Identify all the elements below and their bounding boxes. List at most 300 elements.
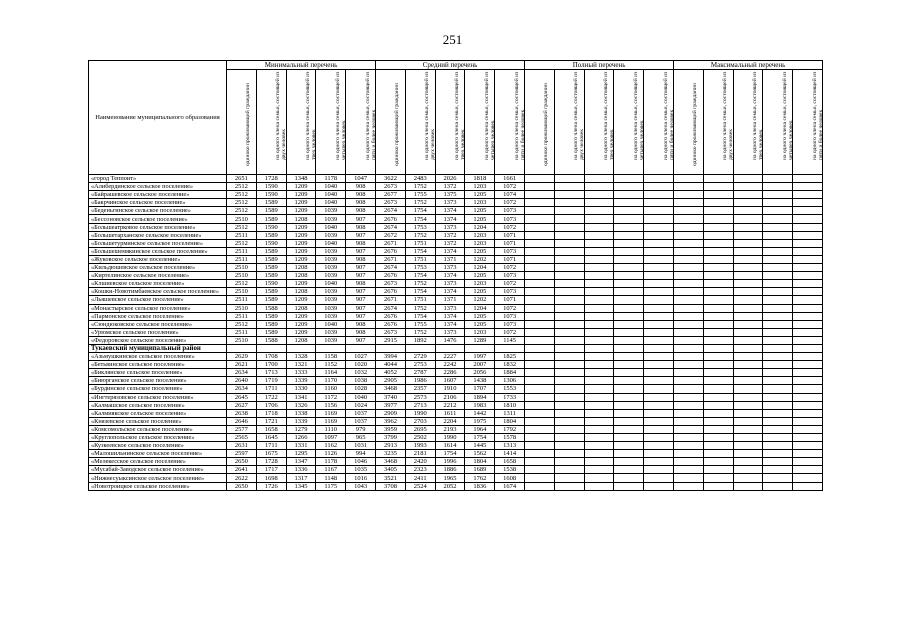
value-cell bbox=[674, 239, 704, 247]
value-cell: 1279 bbox=[286, 425, 316, 433]
value-cell: 1037 bbox=[346, 409, 376, 417]
value-cell bbox=[584, 183, 614, 191]
table-row bbox=[89, 369, 823, 377]
value-cell bbox=[614, 474, 644, 482]
municipality-name: «Биюрганское сельское поселение» bbox=[89, 377, 227, 385]
value-cell bbox=[793, 409, 823, 417]
value-cell bbox=[793, 312, 823, 320]
value-cell bbox=[763, 239, 793, 247]
value-cell: 1209 bbox=[286, 231, 316, 239]
value-cell bbox=[644, 417, 674, 425]
value-cell bbox=[525, 312, 555, 320]
value-cell: 1825 bbox=[495, 353, 525, 361]
value-cell bbox=[763, 385, 793, 393]
value-cell: 2677 bbox=[376, 191, 406, 199]
value-cell: 1414 bbox=[495, 450, 525, 458]
value-cell: 1326 bbox=[286, 401, 316, 409]
value-cell bbox=[614, 353, 644, 361]
value-cell bbox=[644, 255, 674, 263]
value-cell: 1330 bbox=[286, 385, 316, 393]
value-cell bbox=[674, 288, 704, 296]
value-cell: 2634 bbox=[227, 369, 257, 377]
value-cell bbox=[614, 401, 644, 409]
value-cell bbox=[763, 288, 793, 296]
value-cell bbox=[554, 401, 584, 409]
value-cell: 1028 bbox=[346, 385, 376, 393]
value-cell bbox=[674, 223, 704, 231]
value-cell: 1588 bbox=[256, 304, 286, 312]
value-cell: 2510 bbox=[227, 288, 257, 296]
value-cell bbox=[763, 255, 793, 263]
value-cell: 1204 bbox=[465, 304, 495, 312]
value-cell bbox=[614, 409, 644, 417]
subcolumn-header bbox=[703, 70, 733, 175]
value-cell bbox=[554, 272, 584, 280]
value-cell bbox=[525, 442, 555, 450]
table-row bbox=[89, 288, 823, 296]
value-cell: 1039 bbox=[316, 215, 346, 223]
value-cell: 1589 bbox=[256, 272, 286, 280]
value-cell bbox=[644, 458, 674, 466]
value-cell bbox=[793, 417, 823, 425]
value-cell: 1038 bbox=[346, 377, 376, 385]
value-cell: 1209 bbox=[286, 328, 316, 336]
value-cell bbox=[674, 385, 704, 393]
value-cell bbox=[554, 175, 584, 183]
value-cell: 1754 bbox=[405, 247, 435, 255]
value-cell: 2672 bbox=[376, 231, 406, 239]
subcolumn-label: на одного члена семьи, состоящей из четырех человек bbox=[483, 71, 496, 160]
value-cell: 1209 bbox=[286, 247, 316, 255]
value-cell bbox=[525, 207, 555, 215]
value-cell: 1614 bbox=[435, 442, 465, 450]
value-cell: 1039 bbox=[316, 336, 346, 344]
table-row bbox=[89, 466, 823, 474]
value-cell: 2676 bbox=[376, 312, 406, 320]
value-cell: 1073 bbox=[495, 247, 525, 255]
value-cell bbox=[584, 401, 614, 409]
value-cell: 1589 bbox=[256, 328, 286, 336]
value-cell: 2729 bbox=[405, 353, 435, 361]
value-cell: 2915 bbox=[376, 336, 406, 344]
value-cell: 1589 bbox=[256, 288, 286, 296]
value-cell: 1442 bbox=[465, 409, 495, 417]
value-cell bbox=[584, 442, 614, 450]
value-cell: 1208 bbox=[286, 288, 316, 296]
value-cell bbox=[554, 304, 584, 312]
value-cell: 2411 bbox=[405, 474, 435, 482]
value-cell: 2510 bbox=[227, 272, 257, 280]
table-row bbox=[89, 482, 823, 490]
value-cell: 2204 bbox=[435, 417, 465, 425]
value-cell bbox=[674, 466, 704, 474]
municipality-name: «Большеатрковое сельское поселение» bbox=[89, 223, 227, 231]
subcolumn-header bbox=[346, 70, 376, 175]
value-cell: 1072 bbox=[495, 223, 525, 231]
value-cell: 1040 bbox=[316, 239, 346, 247]
value-cell: 2512 bbox=[227, 199, 257, 207]
value-cell: 1713 bbox=[256, 369, 286, 377]
value-cell bbox=[644, 223, 674, 231]
value-cell bbox=[614, 239, 644, 247]
value-cell bbox=[525, 336, 555, 344]
value-cell bbox=[793, 434, 823, 442]
value-cell: 907 bbox=[346, 296, 376, 304]
value-cell bbox=[584, 377, 614, 385]
name-column-header: Наименование муниципального образования bbox=[89, 61, 227, 175]
table-row bbox=[89, 425, 823, 433]
value-cell: 1073 bbox=[495, 320, 525, 328]
value-cell bbox=[525, 353, 555, 361]
value-cell bbox=[733, 409, 763, 417]
value-cell bbox=[674, 401, 704, 409]
value-cell: 2357 bbox=[405, 385, 435, 393]
value-cell bbox=[674, 272, 704, 280]
value-cell bbox=[733, 458, 763, 466]
value-cell bbox=[763, 344, 793, 352]
value-cell: 1804 bbox=[465, 458, 495, 466]
value-cell bbox=[763, 264, 793, 272]
table-row bbox=[89, 401, 823, 409]
value-cell bbox=[674, 458, 704, 466]
value-cell bbox=[644, 442, 674, 450]
municipality-name: «Байрашевское сельское поселение» bbox=[89, 191, 227, 199]
value-cell bbox=[525, 255, 555, 263]
value-cell: 1071 bbox=[495, 231, 525, 239]
value-cell: 1047 bbox=[346, 175, 376, 183]
value-cell: 1039 bbox=[316, 328, 346, 336]
value-cell bbox=[793, 401, 823, 409]
value-cell: 1209 bbox=[286, 191, 316, 199]
subcolumn-header bbox=[256, 70, 286, 175]
value-cell: 2512 bbox=[227, 207, 257, 215]
value-cell: 1719 bbox=[256, 377, 286, 385]
value-cell: 3959 bbox=[376, 425, 406, 433]
value-cell: 1027 bbox=[346, 353, 376, 361]
value-cell: 1040 bbox=[316, 320, 346, 328]
value-cell bbox=[614, 458, 644, 466]
municipality-name: «Киртелинское сельское поселение» bbox=[89, 272, 227, 280]
value-cell: 1894 bbox=[465, 393, 495, 401]
value-cell bbox=[674, 434, 704, 442]
value-cell bbox=[674, 353, 704, 361]
value-cell: 1071 bbox=[495, 296, 525, 304]
value-cell: 1043 bbox=[346, 482, 376, 490]
municipality-name: «Бессоновское сельское поселение» bbox=[89, 215, 227, 223]
value-cell: 2638 bbox=[227, 409, 257, 417]
value-cell bbox=[703, 312, 733, 320]
value-cell: 2502 bbox=[405, 434, 435, 442]
value-cell bbox=[763, 247, 793, 255]
subcolumn-header bbox=[465, 70, 495, 175]
subcolumn-header bbox=[405, 70, 435, 175]
value-cell bbox=[763, 312, 793, 320]
value-cell bbox=[584, 223, 614, 231]
value-cell bbox=[763, 231, 793, 239]
value-cell: 1990 bbox=[435, 434, 465, 442]
value-cell: 908 bbox=[346, 239, 376, 247]
value-cell: 1040 bbox=[316, 280, 346, 288]
value-cell bbox=[584, 288, 614, 296]
value-cell bbox=[614, 175, 644, 183]
value-cell bbox=[703, 474, 733, 482]
subcolumn-label: на одного члена семьи, состоящей из четырех человек bbox=[334, 71, 347, 160]
value-cell bbox=[584, 264, 614, 272]
value-cell bbox=[793, 320, 823, 328]
value-cell: 1711 bbox=[256, 385, 286, 393]
value-cell bbox=[644, 401, 674, 409]
value-cell bbox=[703, 450, 733, 458]
value-cell bbox=[644, 450, 674, 458]
value-cell bbox=[525, 401, 555, 409]
municipality-name: «Комсомольское сельское поселение» bbox=[89, 425, 227, 433]
value-cell bbox=[525, 344, 555, 352]
value-cell bbox=[793, 344, 823, 352]
value-cell: 907 bbox=[346, 288, 376, 296]
value-cell bbox=[525, 434, 555, 442]
subcolumn-label: на одного члена семьи, состоящей из двух человек bbox=[424, 71, 437, 160]
value-cell bbox=[763, 425, 793, 433]
value-cell bbox=[554, 434, 584, 442]
value-cell: 2676 bbox=[376, 215, 406, 223]
value-cell: 1311 bbox=[495, 409, 525, 417]
value-cell bbox=[793, 247, 823, 255]
value-cell: 1164 bbox=[316, 369, 346, 377]
value-cell: 1145 bbox=[495, 336, 525, 344]
value-cell: 1711 bbox=[256, 442, 286, 450]
value-cell: 1990 bbox=[405, 409, 435, 417]
value-cell: 3622 bbox=[376, 175, 406, 183]
value-cell: 2511 bbox=[227, 231, 257, 239]
value-cell bbox=[614, 377, 644, 385]
value-cell: 2511 bbox=[227, 312, 257, 320]
value-cell: 1046 bbox=[346, 458, 376, 466]
value-cell: 2621 bbox=[227, 361, 257, 369]
value-cell: 1072 bbox=[495, 328, 525, 336]
value-cell bbox=[703, 255, 733, 263]
value-cell: 1313 bbox=[495, 442, 525, 450]
group-header-max: Максимальный перечень bbox=[674, 61, 823, 70]
value-cell: 2676 bbox=[376, 320, 406, 328]
value-cell: 1661 bbox=[495, 175, 525, 183]
value-cell: 2713 bbox=[405, 401, 435, 409]
value-cell bbox=[703, 328, 733, 336]
value-cell: 1205 bbox=[465, 247, 495, 255]
value-cell bbox=[495, 344, 525, 352]
value-cell bbox=[733, 377, 763, 385]
value-cell bbox=[614, 223, 644, 231]
value-cell bbox=[703, 377, 733, 385]
value-cell bbox=[733, 361, 763, 369]
value-cell bbox=[733, 191, 763, 199]
value-cell bbox=[733, 255, 763, 263]
value-cell bbox=[674, 344, 704, 352]
value-cell: 1016 bbox=[346, 474, 376, 482]
value-cell: 1203 bbox=[465, 183, 495, 191]
value-cell: 1374 bbox=[435, 288, 465, 296]
value-cell: 1306 bbox=[495, 377, 525, 385]
value-cell bbox=[763, 393, 793, 401]
value-cell: 2565 bbox=[227, 434, 257, 442]
value-cell: 1910 bbox=[435, 385, 465, 393]
value-cell bbox=[793, 361, 823, 369]
municipality-name: «Монастырское сельское поселение» bbox=[89, 304, 227, 312]
value-cell bbox=[644, 231, 674, 239]
subcolumn-label: на одного члена семьи, состоящей из пяти и более человек bbox=[811, 71, 824, 160]
value-cell bbox=[703, 458, 733, 466]
value-cell: 2673 bbox=[376, 328, 406, 336]
value-cell bbox=[733, 223, 763, 231]
value-cell bbox=[525, 482, 555, 490]
table-row bbox=[89, 312, 823, 320]
value-cell bbox=[674, 247, 704, 255]
value-cell: 1040 bbox=[316, 223, 346, 231]
value-cell bbox=[703, 466, 733, 474]
value-cell bbox=[614, 369, 644, 377]
value-cell bbox=[584, 175, 614, 183]
value-cell bbox=[584, 466, 614, 474]
value-cell: 2512 bbox=[227, 223, 257, 231]
value-cell: 1589 bbox=[256, 199, 286, 207]
value-cell: 2671 bbox=[376, 296, 406, 304]
table-row bbox=[89, 304, 823, 312]
value-cell: 2106 bbox=[435, 393, 465, 401]
value-cell: 1886 bbox=[435, 466, 465, 474]
value-cell: 1152 bbox=[316, 361, 346, 369]
subcolumn-label: на одного члена семьи, состоящей из пяти и более человек bbox=[662, 71, 675, 160]
subcolumn-label: одиноко проживающий гражданин bbox=[394, 83, 401, 166]
value-cell bbox=[674, 312, 704, 320]
value-cell: 1175 bbox=[316, 482, 346, 490]
value-cell bbox=[525, 215, 555, 223]
value-cell: 1178 bbox=[316, 458, 346, 466]
value-cell bbox=[793, 369, 823, 377]
table-row bbox=[89, 458, 823, 466]
municipality-name: «Азьмушкинское сельское поселение» bbox=[89, 353, 227, 361]
value-cell bbox=[584, 434, 614, 442]
value-cell: 1373 bbox=[435, 328, 465, 336]
value-cell bbox=[733, 304, 763, 312]
value-cell: 1204 bbox=[465, 264, 495, 272]
value-cell bbox=[644, 247, 674, 255]
value-cell bbox=[674, 320, 704, 328]
value-cell: 2676 bbox=[376, 247, 406, 255]
value-cell: 908 bbox=[346, 199, 376, 207]
value-cell bbox=[554, 255, 584, 263]
municipality-name: «Кузкеевское сельское поселение» bbox=[89, 442, 227, 450]
value-cell bbox=[554, 450, 584, 458]
municipality-name: «Алибердинское сельское поселение» bbox=[89, 183, 227, 191]
value-cell bbox=[614, 336, 644, 344]
value-cell bbox=[674, 199, 704, 207]
value-cell bbox=[703, 247, 733, 255]
value-cell: 1126 bbox=[316, 450, 346, 458]
value-cell: 2511 bbox=[227, 328, 257, 336]
value-cell: 1611 bbox=[435, 409, 465, 417]
value-cell: 1205 bbox=[465, 320, 495, 328]
value-cell: 1996 bbox=[435, 458, 465, 466]
value-cell: 2641 bbox=[227, 466, 257, 474]
value-cell bbox=[703, 369, 733, 377]
table-row bbox=[89, 361, 823, 369]
value-cell bbox=[554, 296, 584, 304]
subcolumn-label: одиноко проживающий гражданин bbox=[543, 83, 550, 166]
value-cell: 1039 bbox=[316, 296, 346, 304]
value-cell bbox=[733, 344, 763, 352]
value-cell bbox=[674, 377, 704, 385]
value-cell: 1752 bbox=[405, 231, 435, 239]
value-cell: 1375 bbox=[435, 191, 465, 199]
value-cell: 2676 bbox=[376, 272, 406, 280]
value-cell: 1205 bbox=[465, 288, 495, 296]
value-cell bbox=[703, 207, 733, 215]
value-cell: 4052 bbox=[376, 369, 406, 377]
table-row bbox=[89, 377, 823, 385]
value-cell bbox=[584, 336, 614, 344]
table-row bbox=[89, 280, 823, 288]
value-cell bbox=[644, 377, 674, 385]
value-cell bbox=[674, 296, 704, 304]
value-cell: 979 bbox=[346, 425, 376, 433]
value-cell: 2242 bbox=[435, 361, 465, 369]
value-cell: 2674 bbox=[376, 207, 406, 215]
value-cell: 1445 bbox=[465, 442, 495, 450]
value-cell bbox=[793, 458, 823, 466]
table-row bbox=[89, 191, 823, 199]
value-cell: 2026 bbox=[435, 175, 465, 183]
value-cell bbox=[644, 183, 674, 191]
municipality-name: «Калмашское сельское поселение» bbox=[89, 401, 227, 409]
value-cell bbox=[614, 393, 644, 401]
value-cell bbox=[733, 215, 763, 223]
value-cell bbox=[614, 320, 644, 328]
value-cell bbox=[793, 385, 823, 393]
value-cell: 1073 bbox=[495, 312, 525, 320]
value-cell: 1071 bbox=[495, 239, 525, 247]
value-cell: 1169 bbox=[316, 409, 346, 417]
value-cell bbox=[525, 450, 555, 458]
value-cell bbox=[525, 409, 555, 417]
value-cell bbox=[733, 231, 763, 239]
value-cell: 2573 bbox=[405, 393, 435, 401]
value-cell bbox=[674, 409, 704, 417]
value-cell bbox=[703, 199, 733, 207]
value-cell bbox=[644, 393, 674, 401]
value-cell: 1553 bbox=[495, 385, 525, 393]
value-cell bbox=[584, 239, 614, 247]
value-cell: 1588 bbox=[256, 336, 286, 344]
value-cell bbox=[763, 296, 793, 304]
table-row bbox=[89, 328, 823, 336]
subcolumn-label: на одного члена семьи, состоящей из трех человек bbox=[752, 71, 765, 160]
subcolumn-header bbox=[435, 70, 465, 175]
value-cell bbox=[674, 361, 704, 369]
value-cell bbox=[644, 239, 674, 247]
value-cell: 2483 bbox=[405, 175, 435, 183]
value-cell bbox=[584, 353, 614, 361]
value-cell bbox=[674, 417, 704, 425]
value-cell: 1209 bbox=[286, 239, 316, 247]
value-cell bbox=[614, 215, 644, 223]
value-cell bbox=[435, 344, 465, 352]
value-cell bbox=[793, 328, 823, 336]
value-cell bbox=[644, 353, 674, 361]
value-cell bbox=[793, 183, 823, 191]
subcolumn-label: на одного члена семьи, состоящей из пяти и более человек bbox=[364, 71, 377, 160]
value-cell: 1209 bbox=[286, 320, 316, 328]
value-cell bbox=[644, 482, 674, 490]
subcolumn-header bbox=[674, 70, 704, 175]
